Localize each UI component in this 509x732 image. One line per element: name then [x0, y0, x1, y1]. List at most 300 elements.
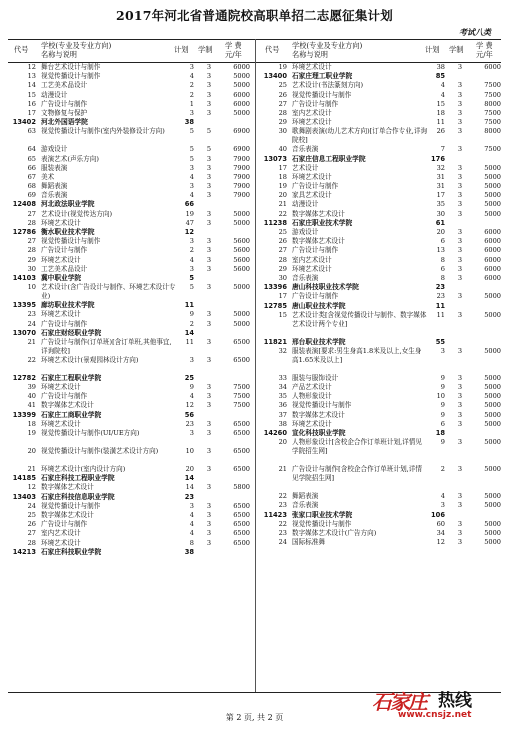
row-fee: 6000 [484, 273, 501, 282]
row-name: 人物形象设计[含校企合作订单班计划,详情见学院招生网] [292, 438, 422, 456]
left-column [8, 63, 255, 557]
row-name: 广告设计与制作 [41, 246, 88, 255]
row-plan: 12 [185, 401, 194, 410]
row-years: 3 [457, 228, 463, 236]
row-plan: 31 [436, 182, 445, 191]
row-plan: 10 [185, 447, 194, 455]
row-code: 23 [278, 501, 287, 510]
row-code: 65 [27, 154, 36, 163]
row-fee: 6900 [233, 145, 250, 154]
row-code: 68 [27, 182, 36, 191]
row-years: 3 [457, 108, 463, 117]
major-row [259, 465, 506, 492]
row-plan: 11 [184, 301, 194, 310]
row-plan: 5 [189, 283, 194, 292]
major-row [259, 237, 506, 246]
row-years: 3 [206, 237, 212, 246]
row-code: 15 [27, 90, 36, 99]
row-name: 音乐表演 [41, 191, 68, 200]
row-fee: 7500 [484, 90, 501, 99]
row-years: 3 [206, 310, 212, 319]
row-years: 3 [457, 410, 463, 419]
row-fee: 6000 [233, 90, 250, 99]
row-name: 动漫设计 [292, 200, 319, 209]
row-plan: 6 [440, 264, 445, 273]
major-row [259, 529, 506, 538]
row-fee: 5000 [233, 218, 250, 227]
row-name: 广告设计与制作 [292, 182, 339, 191]
row-fee: 6500 [233, 447, 250, 455]
major-row [259, 164, 506, 173]
major-row [259, 374, 506, 383]
row-plan: 14 [185, 483, 194, 492]
row-name: 视觉传播设计与制作(UI/UE方向) [41, 429, 140, 437]
school-row [8, 200, 255, 209]
row-plan: 17 [436, 191, 445, 200]
row-code: 17 [278, 163, 287, 172]
row-years: 3 [206, 337, 212, 346]
row-name: 数字媒体艺术设计 [41, 401, 94, 410]
row-years: 3 [457, 182, 463, 191]
row-years: 3 [206, 182, 212, 191]
row-fee: 5000 [233, 319, 250, 328]
row-code: 17 [278, 292, 287, 301]
row-name: 舞蹈表演 [41, 182, 68, 191]
header-name-left: 学校(专业及专业方向) 名称与说明 [41, 41, 112, 59]
row-name: 环境艺术设计 [41, 255, 81, 264]
major-row [8, 420, 255, 429]
row-name: 家具艺术设计 [292, 191, 332, 200]
row-years: 3 [206, 172, 212, 181]
row-years: 3 [457, 438, 463, 447]
row-code: 30 [27, 264, 36, 273]
row-name: 数字媒体艺术设计 [41, 483, 94, 492]
major-row [259, 411, 506, 420]
row-years: 3 [457, 191, 463, 200]
row-plan: 9 [440, 438, 445, 447]
row-fee: 5000 [484, 209, 501, 218]
row-name: 石家庄职业技术学院 [292, 218, 353, 227]
row-fee: 6000 [484, 237, 501, 246]
row-plan: 55 [435, 337, 445, 346]
row-fee: 6500 [233, 419, 250, 428]
row-code: 27 [27, 209, 36, 218]
row-name: 环境艺术设计 [292, 63, 332, 71]
row-years: 3 [457, 118, 463, 127]
row-code: 26 [278, 90, 287, 99]
row-plan: 4 [440, 81, 445, 90]
major-row [259, 145, 506, 154]
header-name-right: 学校(专业及专业方向) 名称与说明 [292, 41, 363, 59]
row-code: 13399 [12, 410, 36, 419]
row-name: 张家口职业技术学院 [292, 510, 353, 519]
school-row [8, 274, 255, 283]
row-years: 3 [206, 81, 212, 90]
row-code: 14185 [12, 474, 36, 483]
row-plan: 47 [185, 218, 194, 227]
major-row [259, 210, 506, 219]
school-row [8, 493, 255, 502]
row-fee: 7900 [233, 182, 250, 191]
major-row [259, 81, 506, 90]
row-code: 36 [278, 401, 287, 410]
row-name: 环境艺术设计(景观园林设计方向) [41, 355, 139, 364]
row-code: 14213 [12, 547, 36, 556]
row-fee: 5000 [484, 191, 501, 200]
row-code: 29 [278, 118, 287, 127]
row-plan: 4 [440, 90, 445, 99]
row-code: 23 [278, 528, 287, 537]
major-row [259, 265, 506, 274]
header-fee-right: 学 费 元/年 [476, 41, 493, 59]
row-plan: 106 [431, 510, 445, 519]
major-row [8, 483, 255, 492]
row-plan: 9 [440, 373, 445, 382]
row-years: 5 [206, 127, 212, 136]
row-code: 12 [27, 483, 36, 492]
row-name: 视觉传播设计与制作 [41, 237, 101, 246]
row-fee: 7500 [233, 401, 250, 410]
row-name: 石家庄信息工程职业学院 [292, 154, 366, 163]
major-row [259, 182, 506, 191]
row-fee: 7500 [484, 118, 501, 127]
major-row [8, 145, 255, 154]
row-plan: 3 [189, 108, 194, 117]
row-code: 25 [278, 81, 287, 90]
row-code: 11238 [263, 218, 287, 227]
major-row [259, 438, 506, 465]
row-plan: 12 [184, 228, 194, 236]
row-plan: 5 [189, 127, 194, 136]
row-years: 3 [206, 483, 212, 492]
row-code: 28 [278, 108, 287, 117]
row-name: 广告设计与制作(订单班)[含订单班,其他事宜,详询院校] [41, 337, 172, 355]
row-name: 石家庄财经职业学院 [41, 328, 102, 337]
row-years: 3 [206, 209, 212, 218]
row-code: 37 [278, 410, 287, 419]
major-row [259, 63, 506, 72]
row-fee: 6000 [233, 63, 250, 71]
row-plan: 4 [189, 520, 194, 529]
row-years: 3 [206, 246, 212, 255]
major-row [259, 100, 506, 109]
row-fee: 8000 [484, 99, 501, 108]
row-code: 41 [27, 401, 36, 410]
school-row [259, 219, 506, 228]
row-years: 3 [206, 392, 212, 401]
row-code: 22 [278, 209, 287, 218]
row-code: 22 [278, 492, 287, 501]
row-plan: 31 [436, 172, 445, 181]
row-fee: 5000 [484, 182, 501, 191]
row-code: 33 [278, 373, 287, 382]
major-row [8, 465, 255, 474]
row-plan: 4 [189, 191, 194, 200]
row-plan: 25 [184, 373, 194, 382]
row-fee: 5000 [484, 172, 501, 181]
row-years: 3 [206, 154, 212, 163]
row-code: 23 [27, 310, 36, 319]
row-fee: 5000 [484, 200, 501, 209]
major-row [8, 164, 255, 173]
row-name: 艺术设计(含广告设计与制作、环境艺术设计专业) [41, 283, 176, 301]
row-name: 文物修复与保护 [41, 108, 88, 117]
row-fee: 6500 [233, 355, 250, 364]
header-plan-right: 计划 [425, 45, 440, 54]
row-code: 27 [278, 246, 287, 255]
row-name: 视觉传播设计与制作 [292, 401, 352, 410]
row-name: 视觉传播设计与制作 [292, 90, 352, 99]
row-name: 室内艺术设计 [292, 108, 332, 117]
school-row [259, 283, 506, 292]
major-row [8, 155, 255, 164]
row-plan: 4 [189, 255, 194, 264]
row-name: 河北外国语学院 [41, 118, 88, 127]
row-years: 3 [206, 99, 212, 108]
school-row [259, 302, 506, 311]
page-title: 2017年河北省普通院校高职单招二志愿征集计划 [116, 8, 393, 23]
row-fee: 6000 [484, 246, 501, 255]
row-fee: 6500 [233, 520, 250, 529]
row-fee: 5800 [233, 483, 250, 492]
row-plan: 6 [440, 419, 445, 428]
major-row [8, 356, 255, 374]
row-fee: 6900 [233, 127, 250, 136]
row-code: 22 [278, 519, 287, 528]
row-plan: 4 [440, 492, 445, 501]
row-name: 音乐表演 [292, 501, 319, 510]
row-name: 服装与服饰设计 [292, 373, 339, 382]
row-plan: 6 [440, 237, 445, 246]
watermark-logo: 石家庄 [372, 690, 426, 714]
row-plan: 5 [189, 154, 194, 163]
school-row [8, 301, 255, 310]
row-name: 数字媒体艺术设计 [292, 209, 345, 218]
row-plan: 20 [185, 465, 194, 473]
row-code: 35 [278, 392, 287, 401]
row-name: 游戏设计 [292, 228, 319, 236]
row-plan: 4 [189, 392, 194, 401]
row-name: 人物形象设计 [292, 392, 332, 401]
row-plan: 4 [189, 172, 194, 181]
row-plan: 34 [436, 528, 445, 537]
major-row [259, 492, 506, 501]
row-plan: 2 [440, 465, 445, 474]
row-name: 环境艺术设计 [292, 172, 332, 181]
major-row [8, 520, 255, 529]
major-row [259, 383, 506, 392]
major-row [8, 383, 255, 392]
row-fee: 5000 [484, 163, 501, 172]
row-name: 广告设计与制作 [292, 99, 339, 108]
row-name: 室内艺术设计 [292, 255, 332, 264]
row-plan: 23 [436, 292, 445, 301]
major-row [259, 109, 506, 118]
row-code: 19 [278, 63, 287, 71]
row-plan: 3 [189, 501, 194, 510]
row-code: 24 [27, 501, 36, 510]
row-name: 广告设计与制作 [41, 99, 88, 108]
major-row [8, 63, 255, 72]
row-fee: 5600 [233, 237, 250, 246]
row-code: 11423 [263, 510, 287, 519]
major-row [8, 210, 255, 219]
row-name: 石家庄工商职业学院 [41, 410, 102, 419]
row-code: 26 [278, 237, 287, 246]
row-years: 3 [206, 163, 212, 172]
row-code: 38 [278, 419, 287, 428]
row-fee: 6000 [484, 255, 501, 264]
row-code: 21 [278, 465, 287, 474]
major-row [8, 338, 255, 356]
row-fee: 7900 [233, 154, 250, 163]
row-code: 14 [27, 81, 36, 90]
row-plan: 5 [189, 145, 194, 154]
row-code: 24 [27, 319, 36, 328]
row-code: 12408 [12, 200, 36, 209]
row-years: 3 [457, 519, 463, 528]
column-separator [255, 39, 256, 692]
row-fee: 6000 [484, 63, 501, 71]
row-plan: 20 [436, 228, 445, 236]
row-name: 宣化科技职业学院 [292, 429, 346, 437]
row-fee: 5000 [484, 310, 501, 319]
row-code: 13070 [12, 328, 36, 337]
row-fee: 5000 [484, 519, 501, 528]
row-code: 63 [27, 127, 36, 136]
major-row [8, 310, 255, 319]
row-name: 室内艺术设计 [41, 529, 81, 538]
row-plan: 2 [189, 246, 194, 255]
row-plan: 11 [436, 310, 445, 319]
row-code: 18 [27, 419, 36, 428]
header-plan-left: 计划 [174, 45, 189, 54]
major-row [259, 311, 506, 338]
row-name: 广告设计与制作 [41, 520, 88, 529]
row-years: 3 [206, 510, 212, 519]
row-years: 3 [206, 447, 212, 455]
row-name: 工艺美术品设计 [41, 264, 88, 273]
row-fee: 5000 [233, 108, 250, 117]
major-row [8, 256, 255, 265]
row-name: 艺术设计 [292, 163, 319, 172]
row-name: 视觉传播设计与制作(室内外装修设计方向) [41, 127, 165, 136]
major-row [8, 320, 255, 329]
row-name: 环境艺术设计(室内设计方向) [41, 465, 126, 473]
row-years: 3 [206, 319, 212, 328]
major-row [8, 127, 255, 145]
row-years: 3 [457, 264, 463, 273]
row-name: 环境艺术设计 [41, 419, 81, 428]
major-row [8, 539, 255, 548]
row-name: 环境艺术设计 [292, 264, 332, 273]
row-plan: 38 [184, 118, 194, 127]
row-fee: 5000 [484, 465, 501, 474]
row-plan: 9 [440, 410, 445, 419]
row-plan: 11 [436, 118, 445, 127]
row-years: 3 [206, 63, 212, 71]
row-plan: 61 [435, 218, 445, 227]
row-fee: 5000 [233, 81, 250, 90]
row-fee: 6500 [233, 337, 250, 346]
row-code: 12785 [263, 301, 287, 310]
row-plan: 4 [189, 529, 194, 538]
major-row [8, 265, 255, 274]
row-years: 3 [457, 209, 463, 218]
major-row [259, 91, 506, 100]
row-years: 3 [206, 72, 212, 81]
row-fee: 7500 [233, 392, 250, 401]
row-plan: 66 [184, 200, 194, 209]
row-name: 艺术设计(书法篆刻方向) [292, 81, 364, 90]
row-name: 广告设计与制作[含校企合作订单班计划,详情见学院招生网] [292, 465, 422, 483]
right-column [259, 63, 506, 547]
row-plan: 4 [189, 510, 194, 519]
row-fee: 5000 [484, 419, 501, 428]
watermark-logo-text: 热线 [438, 691, 472, 711]
row-years: 3 [457, 346, 463, 355]
row-name: 广告设计与制作 [292, 246, 339, 255]
row-fee: 5000 [484, 528, 501, 537]
school-row [8, 118, 255, 127]
row-plan: 26 [436, 127, 445, 136]
major-row [259, 420, 506, 429]
row-plan: 5 [189, 273, 194, 282]
row-name: 邢台职业技术学院 [292, 337, 346, 346]
major-row [259, 127, 506, 145]
row-code: 16 [27, 99, 36, 108]
row-name: 广告设计与制作 [292, 292, 339, 301]
row-name: 歌舞剧表演(幼儿艺术方向)[订单合作专业,详询院校] [292, 127, 428, 145]
major-row [8, 246, 255, 255]
row-plan: 2 [189, 81, 194, 90]
row-code: 17 [27, 108, 36, 117]
row-name: 衡水职业技术学院 [41, 228, 95, 236]
major-row [8, 447, 255, 465]
row-years: 3 [206, 401, 212, 410]
row-plan: 56 [184, 410, 194, 419]
row-code: 25 [27, 510, 36, 519]
row-fee: 8000 [484, 127, 501, 136]
row-name: 国际标准舞 [292, 538, 325, 547]
row-code: 30 [278, 273, 287, 282]
row-fee: 5600 [233, 264, 250, 273]
row-years: 3 [206, 419, 212, 428]
row-name: 数字媒体艺术设计 [292, 237, 345, 246]
header-years-left: 学制 [198, 45, 213, 54]
row-years: 3 [457, 237, 463, 246]
school-row [8, 548, 255, 557]
row-plan: 15 [436, 99, 445, 108]
major-row [259, 538, 506, 547]
row-name: 唐山职业技术学院 [292, 301, 346, 310]
row-years: 3 [457, 538, 463, 547]
row-fee: 5600 [233, 255, 250, 264]
row-name: 服装表演 [41, 163, 68, 172]
row-code: 13400 [263, 72, 287, 81]
row-years: 3 [457, 492, 463, 501]
row-name: 河北政法职业学院 [41, 200, 95, 209]
row-name: 舞台艺术设计与制作 [41, 63, 101, 71]
row-code: 13395 [12, 301, 36, 310]
row-plan: 3 [189, 237, 194, 246]
row-fee: 6500 [233, 501, 250, 510]
row-code: 26 [27, 520, 36, 529]
school-row [259, 155, 506, 164]
row-code: 10 [27, 283, 36, 292]
row-years: 3 [206, 465, 212, 473]
row-fee: 5000 [484, 392, 501, 401]
